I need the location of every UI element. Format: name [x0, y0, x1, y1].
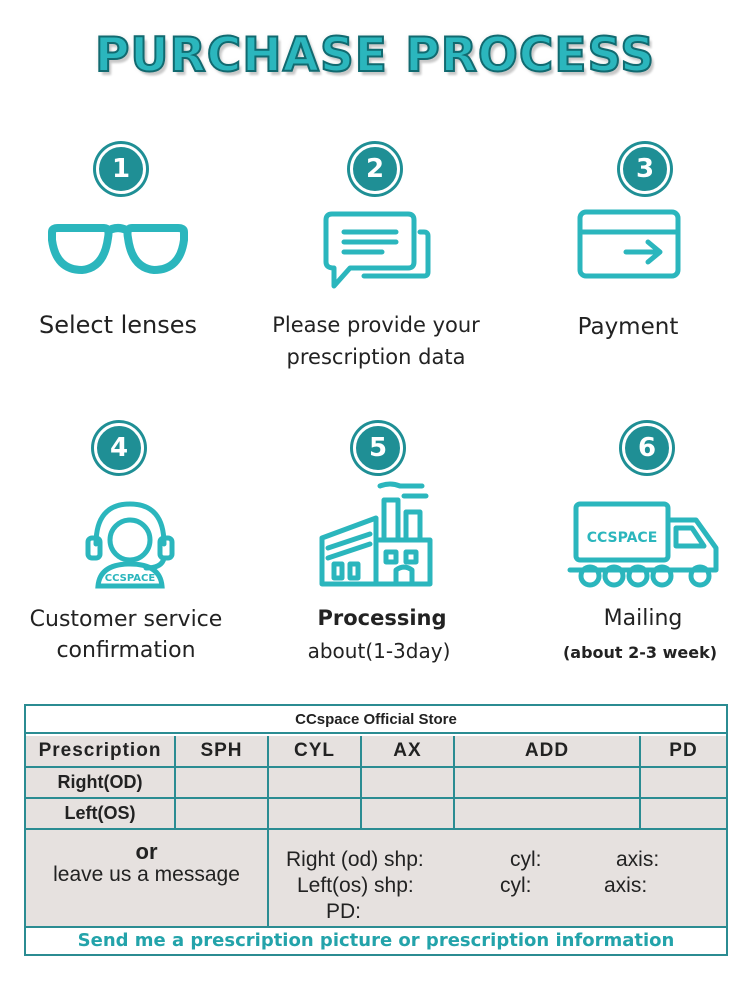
delivery-truck-icon: [566, 498, 726, 590]
step-1-number: 1: [96, 144, 146, 194]
step-3-label: Payment: [577, 314, 679, 340]
step-5-sub: about(1-3day): [307, 639, 451, 663]
leave-message-area: [26, 830, 269, 928]
step-6-sub: (about 2-3 week): [562, 643, 718, 662]
header-cyl: CYL: [269, 736, 362, 768]
headset-agent-icon: [82, 498, 178, 590]
store-title: CCspace Official Store: [26, 706, 726, 734]
step-5-number: 5: [353, 423, 403, 473]
row-label-right: Right(OD): [26, 768, 176, 799]
header-pd: PD: [641, 736, 726, 768]
right-add-cell[interactable]: [455, 768, 641, 799]
step-4-label-line2: confirmation: [56, 638, 196, 663]
credit-card-icon: [576, 208, 682, 280]
step-1-label: Select lenses: [38, 311, 198, 339]
right-axis-field: axis:: [616, 848, 660, 871]
eyeglasses-icon: [46, 220, 190, 280]
prescription-table: [24, 704, 728, 956]
leave-message-text: leave us a message: [53, 863, 240, 886]
right-sph-cell[interactable]: [176, 768, 269, 799]
right-ax-cell[interactable]: [362, 768, 455, 799]
step-5-label: Processing: [317, 606, 447, 630]
step-4-number: 4: [94, 423, 144, 473]
right-cyl-cell[interactable]: [269, 768, 362, 799]
left-cyl-cell[interactable]: [269, 799, 362, 830]
footer-instruction: Send me a prescription picture or prescription information: [77, 930, 675, 951]
factory-icon: [318, 478, 434, 588]
left-shp-field: Left(os) shp:: [297, 874, 414, 897]
step-2-number: 2: [350, 144, 400, 194]
chat-bubbles-icon: [320, 210, 432, 292]
or-text: or: [135, 839, 158, 864]
right-cyl-field: cyl:: [510, 848, 542, 871]
step-4-label-line1: Customer service: [29, 607, 223, 632]
left-sph-cell[interactable]: [176, 799, 269, 830]
step-6-number: 6: [622, 423, 672, 473]
header-add: ADD: [455, 736, 641, 768]
left-add-cell[interactable]: [455, 799, 641, 830]
step-3-number: 3: [620, 144, 670, 194]
step-6-label: Mailing: [603, 606, 683, 631]
right-shp-field: Right (od) shp:: [286, 848, 424, 871]
truck-brand-text: CCSPACE: [586, 530, 658, 546]
left-cyl-field: cyl:: [500, 874, 532, 897]
right-pd-cell[interactable]: [641, 768, 726, 799]
header-ax: AX: [362, 736, 455, 768]
left-axis-field: axis:: [604, 874, 648, 897]
step-2-label-line2: prescription data: [286, 345, 466, 369]
prescription-fields[interactable]: [269, 830, 726, 928]
left-pd-cell[interactable]: [641, 799, 726, 830]
page-title: PURCHASE PROCESS: [94, 28, 656, 83]
left-ax-cell[interactable]: [362, 799, 455, 830]
row-label-left: Left(OS): [26, 799, 176, 830]
header-prescription: Prescription: [26, 736, 176, 768]
headset-brand-text: CCSPACE: [104, 573, 156, 584]
step-2-label-line1: Please provide your: [272, 313, 480, 337]
pd-field: PD:: [326, 900, 362, 923]
header-sph: SPH: [176, 736, 269, 768]
